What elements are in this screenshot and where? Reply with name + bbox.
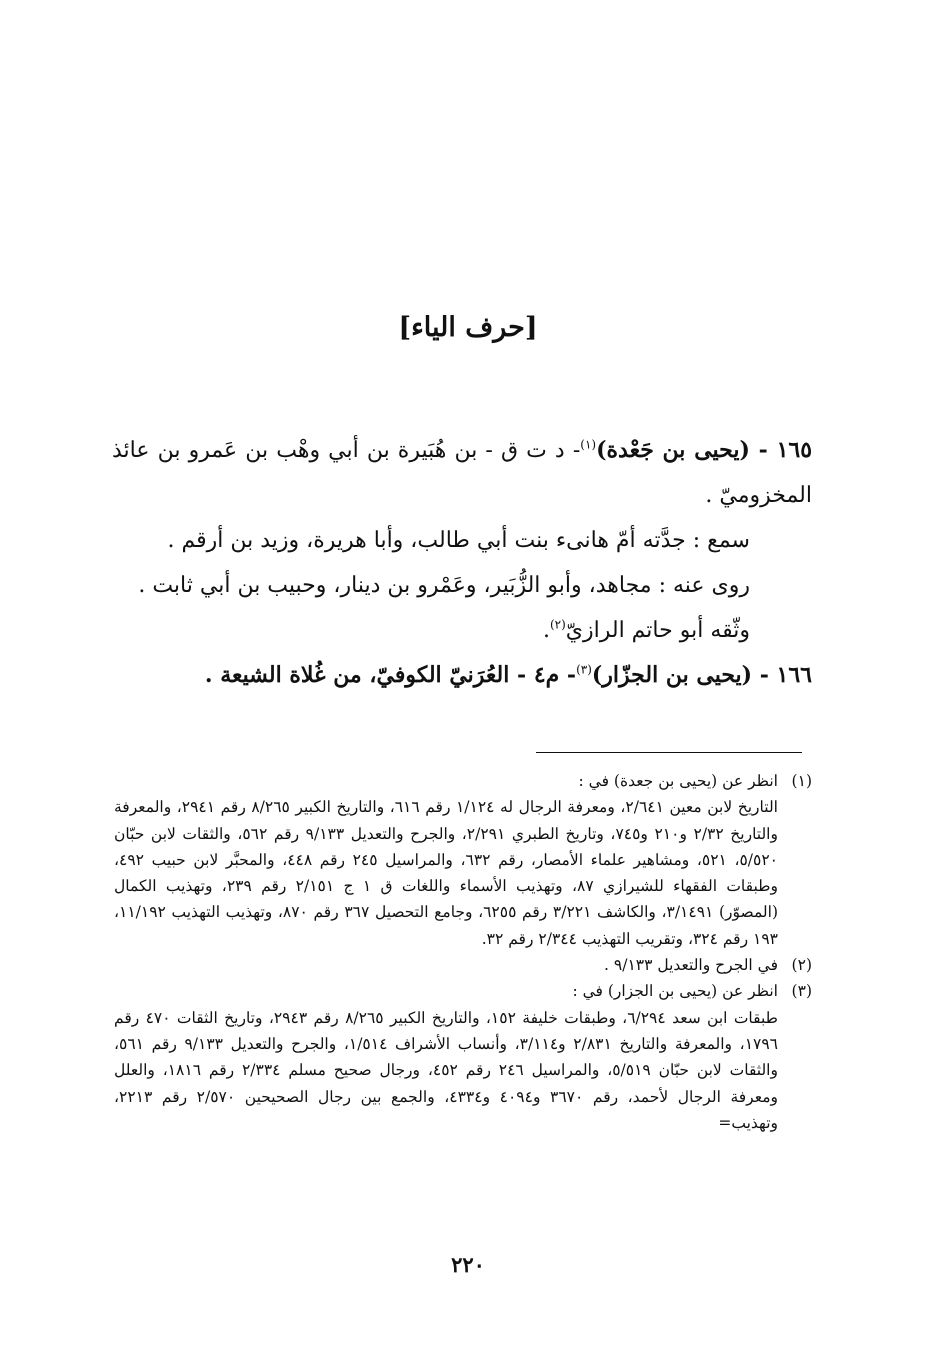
footnote-3-title: انظر عن (يحيى بن الجزار) في : <box>572 982 778 1001</box>
footnote-3-head <box>112 978 812 1004</box>
footnote-separator <box>536 752 802 753</box>
main-text <box>112 428 812 698</box>
entry-165-lineage: - د ت ق - بن هُبَيرة بن أبي وهْب بن عَمرو بن عائذ المخزوميّ . <box>112 438 812 508</box>
entry-166 <box>112 653 812 698</box>
entry-165-heard-from: سمع : جدَّته أمّ هانىء بنت أبي طالب، وأبا هريرة، وزيد بن أرقم . <box>167 528 750 553</box>
page-number: ٢٢٠ <box>451 1252 485 1277</box>
footnote-ref-3[interactable]: (٣) <box>576 662 592 677</box>
footnotes <box>112 768 812 1136</box>
entry-166-head: ١٦٦ - (يحيى بن الجزّار) <box>591 662 812 688</box>
footnote-1 <box>112 768 812 952</box>
footnote-3-body: طبقات ابن سعد ٦/٢٩٤، وطبقات خليفة ١٥٢، والتاريخ الكبير ٨/٢٦٥ رقم ٢٩٤٣، وتاريخ الثقات ٤٧٠ رقم ١٧٩٦، والمعرفة والتاريخ ٢/٨٣١ و٣/١١٤، وأنساب الأشراف ١/٥١٤، والجرح والتعديل ٩/١٣٣ رقم ٥٦١، والثقات لابن حبّان ٥/٥١٩، والمراسيل ٢٤٦ رقم ٤٥٢، ورجال صحيح مسلم ٢/٣٣٤ رقم ١٨١٦، والعلل ومعرفة الرجال لأحمد، رقم ٣٦٧٠ و٤٠٩٤ و٤٣٣٤، والجمع بين رجال الصحيحين ٢/٥٧٠ رقم ٢٢١٣، وتهذيب= <box>114 1008 778 1132</box>
entry-166-description: - م٤ - العُرَنيّ الكوفيّ، من غُلاة الشيعة . <box>204 662 577 688</box>
footnote-2 <box>112 952 812 978</box>
entry-165-tawthiq-end: . <box>542 618 550 643</box>
footnote-3 <box>112 978 812 1136</box>
entry-165-tawthiq <box>112 608 812 653</box>
footnote-ref-1[interactable]: (١) <box>580 437 597 452</box>
section-heading: [حرف الياء] <box>398 312 538 343</box>
footnote-1-body: التاريخ لابن معين ٢/٦٤١، ومعرفة الرجال له ١/١٢٤ رقم ٦١٦، والتاريخ الكبير ٨/٢٦٥ رقم ٢٩٤١، والمعرفة والتاريخ ٢/٣٢ و٢١٠ و٧٤٥، وتاريخ الطبري ٢/٢٩١، والجرح والتعديل ٩/١٣٣ رقم ٥٦٢، والثقات لابن حبّان ٥/٥٢٠، ٥٢١، ومشاهير علماء الأمصار، رقم ٦٣٢، والمراسيل ٢٤٥ رقم ٤٤٨، والمحبَّر لابن حبيب ٤٩٢، وطبقات الفقهاء للشيرازي ٨٧، وتهذيب الأسماء واللغات ق ١ ج ٢/١٥١ رقم ٢٣٩، وتهذيب الكمال (المصوّر) ٣/١٤٩١، والكاشف ٣/٢٢١ رقم ٦٢٥٥، وجامع التحصيل ٣٦٧ رقم ٨٧٠، وتهذيب التهذيب ١١/١٩٢، ١٩٣ رقم ٣٢٤، وتقريب التهذيب ٢/٣٤٤ رقم ٣٢. <box>114 798 779 948</box>
footnote-1-number: (١) <box>791 772 812 790</box>
entry-165 <box>112 428 812 518</box>
footnote-2-title: في الجرح والتعديل ٩/١٣٣ . <box>604 956 778 975</box>
footnote-2-head <box>112 952 812 978</box>
footnote-1-head <box>112 768 812 794</box>
footnote-ref-2[interactable]: (٢) <box>549 617 566 632</box>
entry-165-tawthiq-text: وثّقه أبو حاتم الرازيّ <box>565 618 750 643</box>
entry-165-head: ١٦٥ - (يحيى بن جَعْدة) <box>596 437 813 463</box>
footnote-3-number: (٣) <box>791 982 812 1001</box>
footnote-2-number: (٢) <box>791 956 812 975</box>
footnote-1-title: انظر عن (يحيى بن جعدة) في : <box>578 772 778 790</box>
entry-165-narrators: روى عنه : مجاهد، وأبو الزُّبَير، وعَمْرو بن دينار، وحبيب بن أبي ثابت . <box>138 573 750 598</box>
